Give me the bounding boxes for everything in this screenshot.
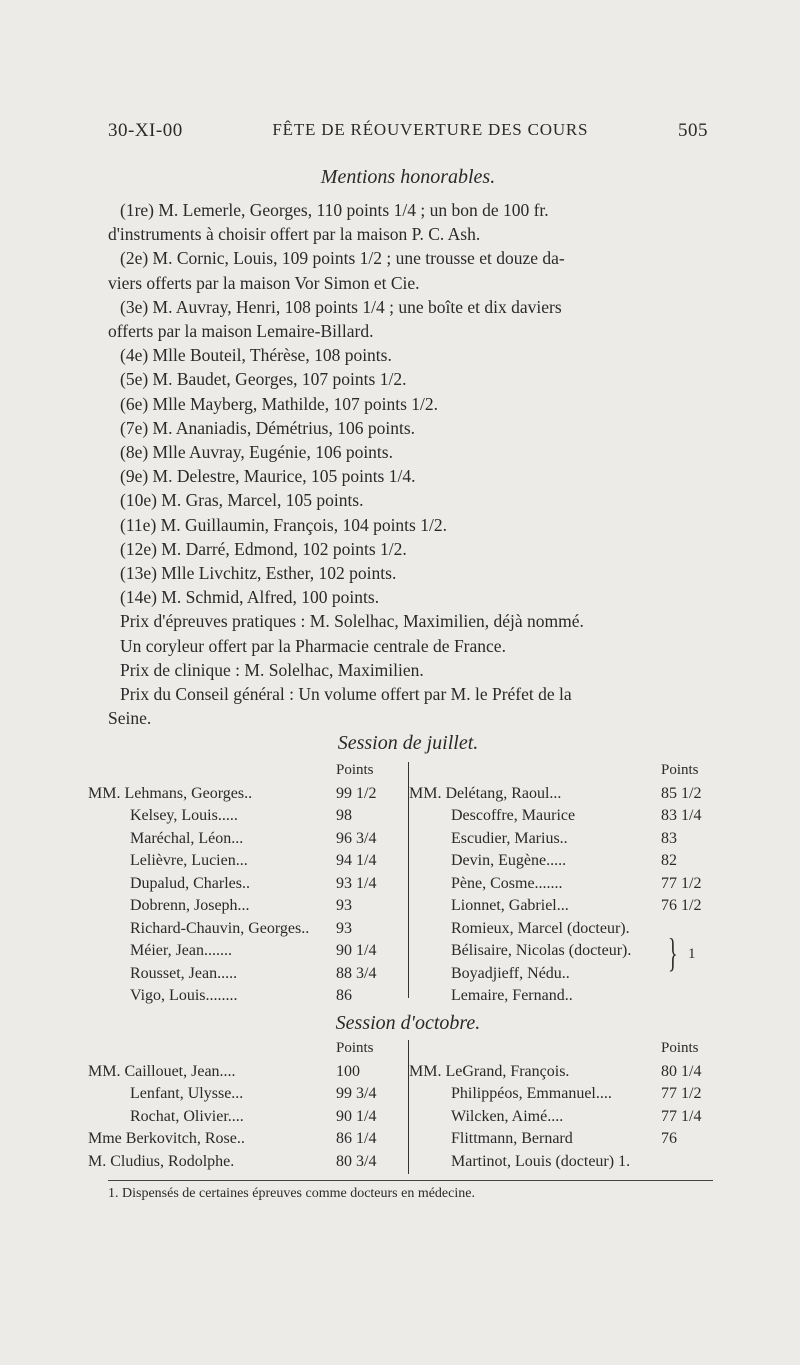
table-row — [88, 897, 398, 920]
mention-line: d'instruments à choisir offert par la maison P. C. Ash. — [108, 224, 481, 245]
mention-line: viers offerts par la maison Vor Simon et Cie. — [108, 272, 420, 293]
candidate-name: Dobrenn, Joseph... — [130, 897, 250, 914]
candidate-name: Méier, Jean....... — [130, 942, 232, 959]
candidate-name: Kelsey, Louis..... — [130, 807, 238, 824]
table-row — [409, 1085, 729, 1108]
table-row — [409, 965, 729, 988]
candidate-points: 93 — [336, 919, 352, 937]
table-row — [409, 1108, 729, 1131]
points-header: Points — [661, 762, 699, 778]
candidate-points: 98 — [336, 807, 352, 824]
candidate-name: Devin, Eugène..... — [451, 852, 567, 869]
candidate-points: 77 1/2 — [661, 874, 702, 892]
candidate-points: 80 3/4 — [336, 1152, 377, 1170]
candidate-points: 88 3/4 — [336, 964, 377, 982]
points-header: Points — [336, 1040, 374, 1056]
table-row — [88, 1085, 398, 1108]
mention-line: (3e) M. Auvray, Henri, 108 points 1/4 ; une boîte et dix daviers — [120, 296, 562, 317]
table-row — [409, 1153, 729, 1176]
octobre-left-column — [88, 1040, 398, 1175]
candidate-name: Boyadjieff, Nédu.. — [451, 964, 570, 982]
table-row — [409, 875, 729, 898]
mention-line: (12e) M. Darré, Edmond, 102 points 1/2. — [120, 538, 407, 559]
candidate-points: 100 — [336, 1062, 360, 1080]
candidate-points: 93 — [336, 897, 352, 914]
mention-line: (9e) M. Delestre, Maurice, 105 points 1/4. — [120, 466, 416, 487]
candidate-name: Dupalud, Charles.. — [130, 874, 250, 892]
mention-line: (5e) M. Baudet, Georges, 107 points 1/2. — [120, 369, 407, 390]
candidate-name: Lelièvre, Lucien... — [130, 852, 248, 869]
table-row — [409, 920, 729, 943]
mention-line: Prix de clinique : M. Solelhac, Maximilien. — [120, 659, 424, 680]
table-row — [409, 1130, 729, 1153]
table-row — [409, 942, 729, 965]
candidate-name: Martinot, Louis (docteur) 1. — [451, 1152, 631, 1170]
candidate-points: 99 1/2 — [336, 784, 377, 802]
candidate-name: MM. Lehmans, Georges.. — [88, 784, 253, 802]
table-row — [88, 987, 398, 1010]
mention-line: Prix du Conseil général : Un volume offert par M. le Préfet de la — [120, 684, 572, 705]
table-row — [88, 965, 398, 988]
candidate-name: Pène, Cosme....... — [451, 874, 563, 892]
table-row — [88, 807, 398, 830]
candidate-points: 76 — [661, 1130, 677, 1147]
candidate-name: Flittmann, Bernard — [451, 1130, 573, 1147]
table-row — [88, 785, 398, 808]
candidate-name: Rochat, Olivier.... — [130, 1107, 244, 1125]
table-row — [409, 1063, 729, 1086]
footnote-rule — [108, 1180, 713, 1181]
points-header: Points — [336, 762, 374, 778]
table-row — [88, 852, 398, 875]
mention-line: offerts par la maison Lemaire-Billard. — [108, 321, 374, 342]
candidate-name: Bélisaire, Nicolas (docteur). — [451, 942, 632, 959]
candidate-points: 90 1/4 — [336, 1107, 377, 1125]
table-row — [88, 1153, 398, 1176]
mention-line: (10e) M. Gras, Marcel, 105 points. — [120, 490, 364, 511]
mentions-heading: Mentions honorables. — [320, 166, 496, 188]
mention-line: Un coryleur offert par la Pharmacie centrale de France. — [120, 635, 506, 656]
candidate-points: 85 1/2 — [661, 784, 702, 802]
mention-line: Prix d'épreuves pratiques : M. Solelhac, Maximilien, déjà nommé. — [120, 611, 584, 632]
candidate-points: 80 1/4 — [661, 1062, 702, 1080]
candidate-name: MM. LeGrand, François. — [409, 1062, 570, 1080]
candidate-name: MM. Caillouet, Jean.... — [88, 1062, 236, 1080]
table-row — [409, 807, 729, 830]
candidate-name: Wilcken, Aimé.... — [451, 1107, 564, 1125]
mention-line: (6e) Mlle Mayberg, Mathilde, 107 points 1/2. — [120, 393, 439, 414]
candidate-points: 94 1/4 — [336, 852, 377, 869]
juillet-left-column — [88, 762, 398, 1010]
candidate-name: Mme Berkovitch, Rose.. — [88, 1130, 245, 1147]
mention-line: (1re) M. Lemerle, Georges, 110 points 1/4 ; un bon de 100 fr. — [120, 200, 549, 220]
candidate-points: 76 1/2 — [661, 897, 702, 914]
table-row — [88, 875, 398, 898]
table-row — [409, 852, 729, 875]
candidate-name: Richard-Chauvin, Georges.. — [130, 919, 310, 937]
candidate-name: Maréchal, Léon... — [130, 829, 244, 847]
table-row — [88, 920, 398, 943]
header-title: FÊTE DE RÉOUVERTURE DES COURS — [272, 120, 589, 139]
candidate-name: Escudier, Marius.. — [451, 829, 568, 847]
candidate-name: Lionnet, Gabriel... — [451, 897, 569, 914]
points-header: Points — [661, 1040, 699, 1056]
candidate-points: 83 1/4 — [661, 807, 702, 824]
mention-line: (4e) Mlle Bouteil, Thérèse, 108 points. — [120, 345, 392, 366]
page-number: 505 — [678, 120, 708, 141]
candidate-name: MM. Delétang, Raoul... — [409, 784, 562, 802]
candidate-name: Lenfant, Ulysse... — [130, 1085, 244, 1102]
candidate-points: 96 3/4 — [336, 829, 377, 847]
candidate-points: 77 1/4 — [661, 1107, 702, 1125]
header-date: 30-XI-00 — [108, 120, 183, 141]
candidate-name: Philippéos, Emmanuel.... — [451, 1085, 612, 1102]
table-row — [88, 942, 398, 965]
candidate-name: M. Cludius, Rodolphe. — [88, 1152, 235, 1170]
candidate-name: Lemaire, Fernand.. — [451, 987, 573, 1004]
octobre-right-column — [408, 1040, 729, 1174]
footnote: 1. Dispensés de certaines épreuves comme docteurs en médecine. — [108, 1186, 475, 1201]
mention-line: (2e) M. Cornic, Louis, 109 points 1/2 ; une trousse et douze da- — [120, 248, 565, 269]
table-row — [409, 785, 729, 808]
brace: } — [668, 930, 678, 975]
mention-line: (14e) M. Schmid, Alfred, 100 points. — [120, 587, 380, 608]
mention-line: (13e) Mlle Livchitz, Esther, 102 points. — [120, 563, 397, 584]
bracket-footnote-mark: 1 — [688, 946, 696, 962]
candidate-points: 99 3/4 — [336, 1085, 377, 1102]
table-row — [88, 1108, 398, 1131]
candidate-points: 77 1/2 — [661, 1085, 702, 1102]
table-row — [88, 1063, 398, 1086]
table-row — [88, 830, 398, 853]
candidate-name: Romieux, Marcel (docteur). — [451, 919, 630, 937]
table-row — [88, 1130, 398, 1153]
candidate-points: 86 — [336, 987, 352, 1004]
mentions-list — [108, 198, 720, 730]
juillet-right-column — [408, 762, 729, 1004]
session-juillet-table — [88, 762, 728, 1002]
page-header — [108, 120, 708, 142]
candidate-points: 82 — [661, 852, 677, 869]
table-row — [409, 987, 729, 1010]
candidate-name: Vigo, Louis........ — [130, 987, 238, 1004]
mention-line: (8e) Mlle Auvray, Eugénie, 106 points. — [120, 442, 393, 463]
mention-line: Seine. — [108, 708, 152, 729]
candidate-name: Descoffre, Maurice — [451, 807, 576, 824]
juillet-heading: Session de juillet. — [337, 732, 479, 754]
candidate-name: Rousset, Jean..... — [130, 964, 238, 982]
candidate-points: 86 1/4 — [336, 1130, 377, 1147]
table-row — [409, 830, 729, 853]
candidate-points: 90 1/4 — [336, 942, 377, 959]
candidate-points: 93 1/4 — [336, 874, 377, 892]
session-octobre-table — [88, 1040, 728, 1175]
octobre-heading: Session d'octobre. — [335, 1012, 481, 1034]
table-row — [409, 897, 729, 920]
candidate-points: 83 — [661, 829, 677, 847]
mention-line: (11e) M. Guillaumin, François, 104 points 1/2. — [120, 514, 447, 535]
mention-line: (7e) M. Ananiadis, Démétrius, 106 points. — [120, 417, 416, 438]
